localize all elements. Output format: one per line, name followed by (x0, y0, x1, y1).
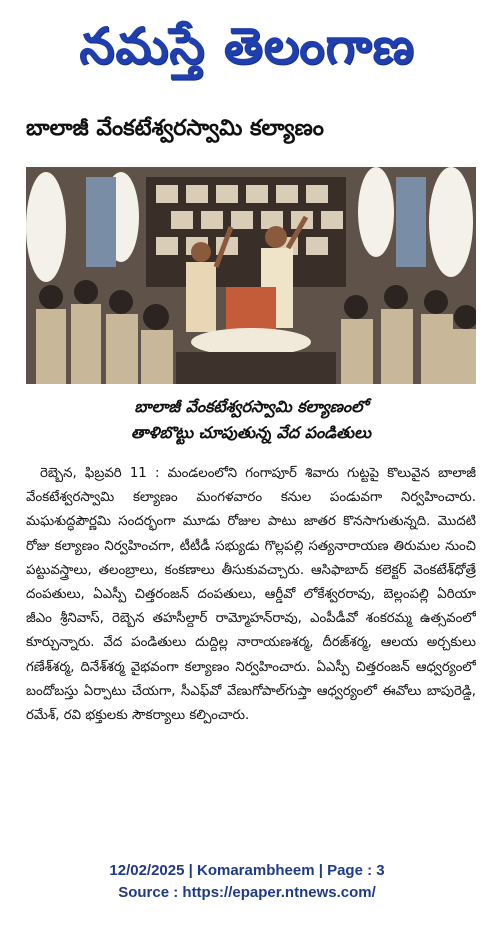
footer (0, 860, 494, 920)
photo-wedding-ceremony-icon (26, 167, 476, 384)
photo-caption (26, 394, 476, 450)
newspaper-title: నమస్తే తెలంగాణ (79, 17, 415, 75)
article-headline: బాలాజీ వేంకటేశ్వరస్వామి కల్యాణం (26, 116, 324, 141)
edition-info: 12/02/2025 | Komarambheem | Page : 3 (109, 862, 385, 879)
article (26, 462, 476, 852)
masthead (0, 0, 494, 92)
caption-line-2: తాళిబొట్టు చూపుతున్న వేద పండితులు (131, 423, 371, 442)
article-photo (26, 167, 476, 384)
source-link[interactable]: Source : https://epaper.ntnews.com/ (118, 884, 376, 901)
caption-line-1: బాలాజీ వేంకటేశ్వరస్వామి కల్యాణంలో (134, 397, 368, 416)
article-body: రెబ్బెన, ఫిబ్రవరి 11 : మండలంలోని గంగాపూర్ శివారు గుట్టపై కొలువైన బాలాజీ వేంకటేశ్వరస్వామి కల్యాణం మంగళవారం కనుల పండువగా నిర్వహించారు. మఘశుద్ధపౌర్ణమి సందర్భంగా మూడు రోజుల పాటు జాతర కొనసాగుతున్నది. మొదటి రోజు కల్యాణం నిర్వహించగా, టీటీడీ సభ్యుడు గొల్లపల్లి సత్యనారాయణ తిరుమల నుంచి పట్టువస్త్రాలు, తలంబ్రాలు, కంకణాలు తీసుకువచ్చారు. ఆసిఫాబాద్ కలెక్టర్ వెంకటేశ్‌ధోత్రే దంపతులు, ఏఎస్పీ చిత్తరంజన్ దంపతులు, ఆర్డీవో లోకేశ్వరరావు, బెల్లంపల్లి ఏరియా జీఎం శ్రీనివాస్, రెబ్బెన తహసీల్దార్ రామ్మోహన్‌రావు, ఎంపీడీవో శంకరమ్మ ఉత్సవంలో కూర్చున్నారు. వేద పండితులు దుద్దిల్ల నారాయణశర్మ, దీరజ్‌శర్మ, ఆలయ అర్చకులు గణేశ్‌శర్మ, దినేశ్‌శర్మ వైభవంగా కల్యాణం నిర్వహించారు. ఏఎస్పీ చిత్తరంజన్ ఆధ్వర్యంలో బందోబస్తు ఏర్పాటు చేయగా, సీఎఫ్‌వో వేణుగోపాల్‌గుప్తా ఆధ్వర్యంలో ఈవోలు బాపురెడ్డి, రమేశ్, రవి భక్తులకు సౌకర్యాలు కల్పించారు. (26, 466, 476, 724)
